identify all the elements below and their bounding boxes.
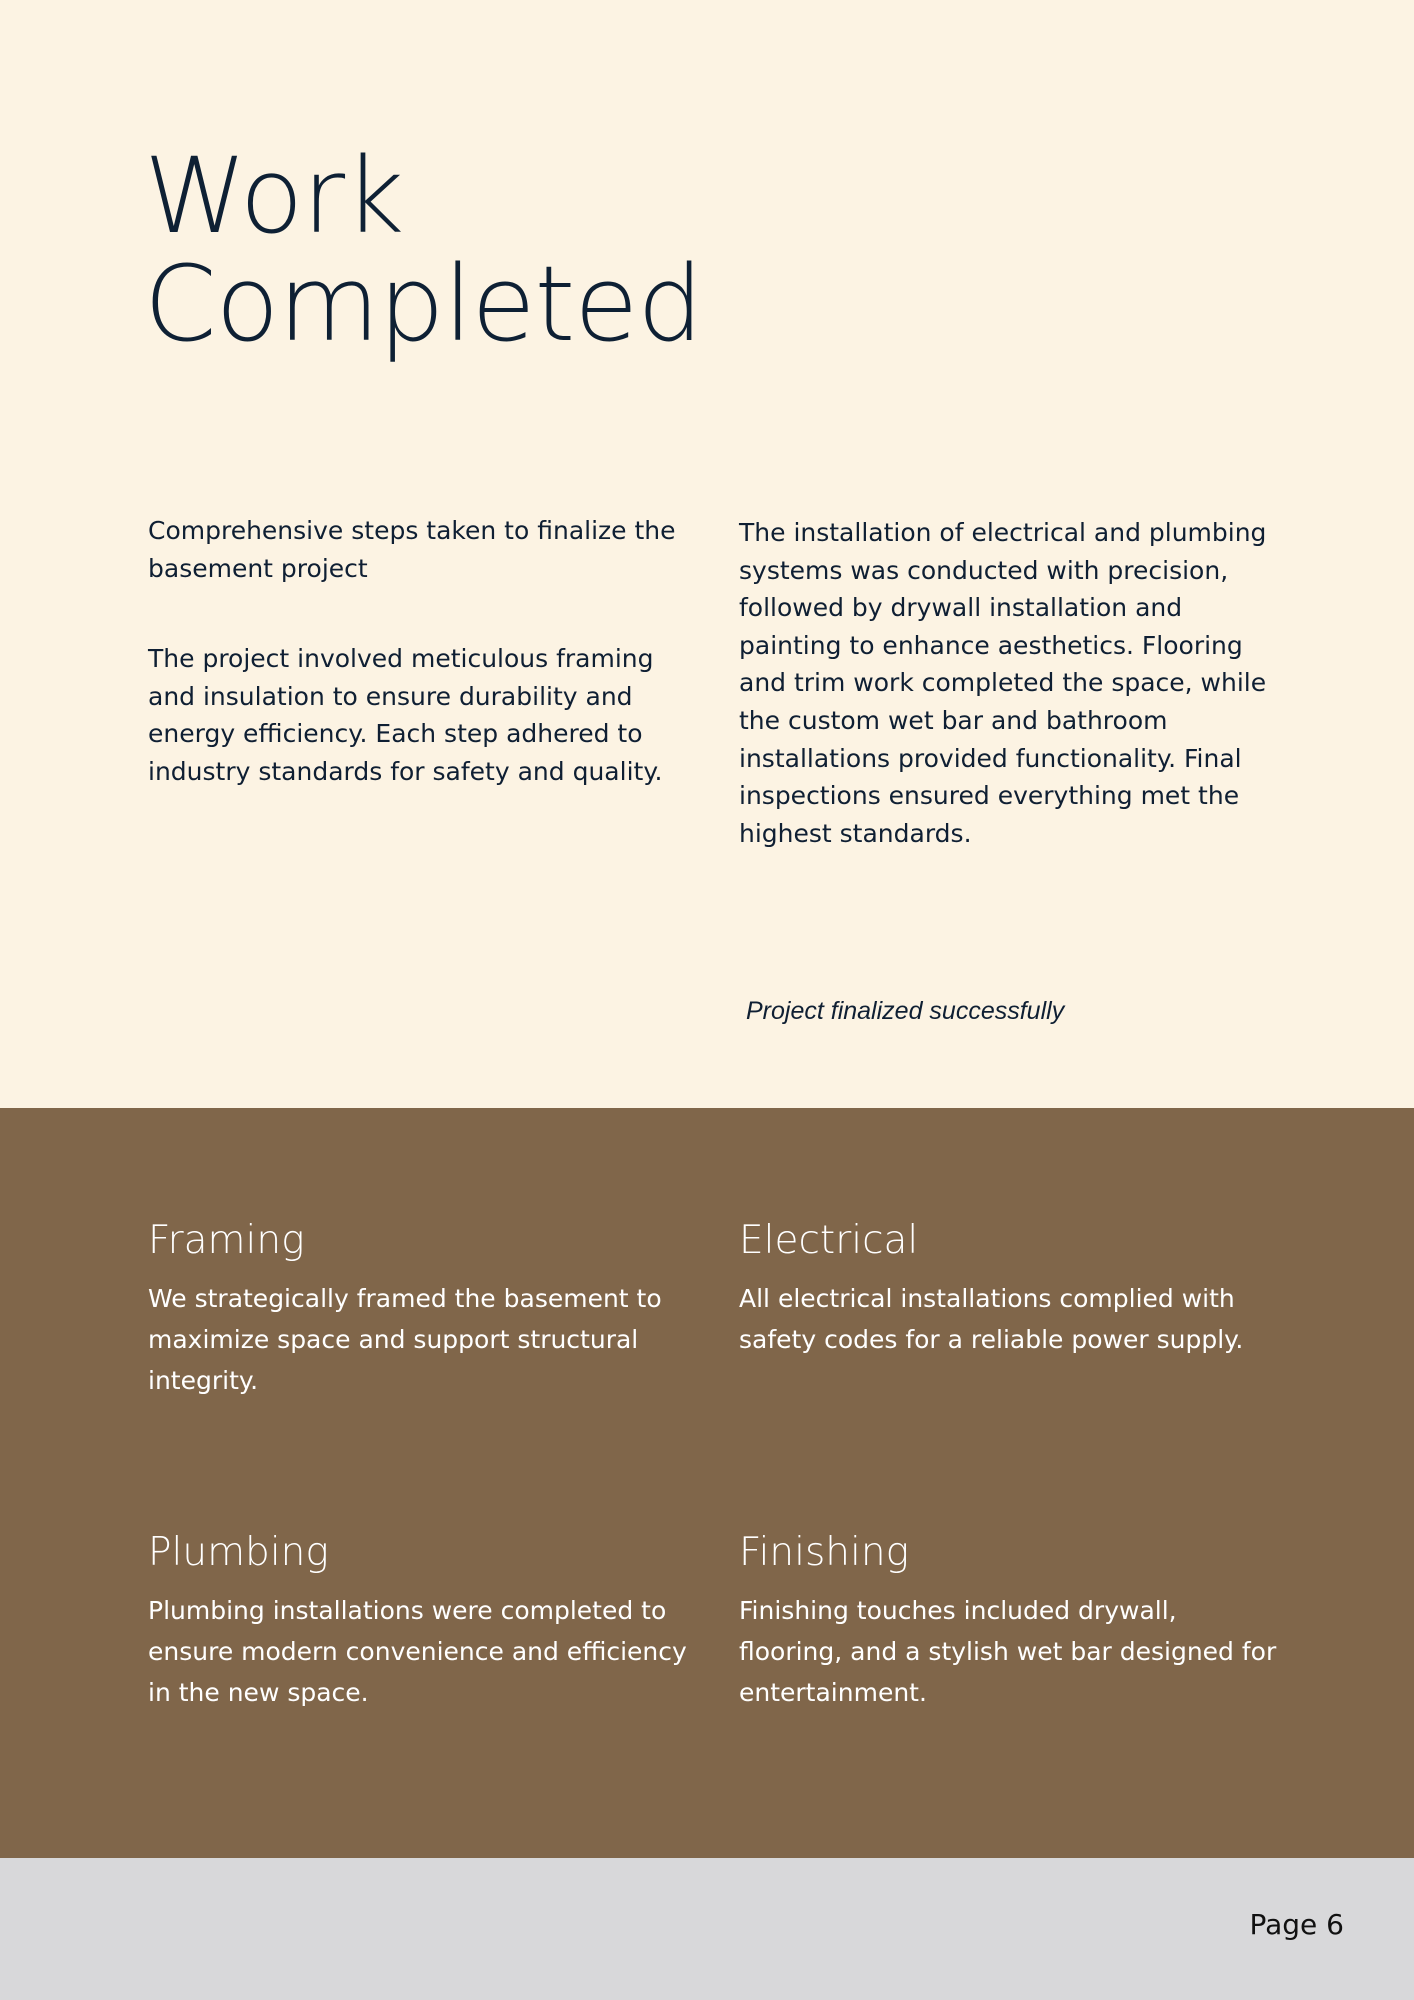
card-finishing — [739, 1528, 1279, 1713]
page-title — [144, 135, 703, 365]
card-heading: Finishing — [739, 1530, 909, 1575]
subtitle: Comprehensive steps taken to finalize the basement project — [148, 516, 676, 583]
title-line-1: Work — [144, 135, 404, 257]
card-heading: Framing — [148, 1218, 305, 1263]
footer — [0, 1858, 1414, 2000]
card-electrical — [739, 1216, 1279, 1360]
card-text: We strategically framed the basement to maximize space and support structural integrity. — [148, 1284, 662, 1395]
left-body-text: The project involved meticulous framing and insulation to ensure durability and energy efficiency. Each step adhered to industry standards for safety and quality. — [148, 644, 663, 786]
card-framing — [148, 1216, 688, 1401]
work-categories-section — [0, 1108, 1414, 1858]
card-plumbing — [148, 1528, 688, 1713]
card-text: Plumbing installations were completed to ensure modern convenience and efficiency in the new space. — [148, 1596, 687, 1707]
tagline: Project finalized successfully — [746, 997, 1065, 1025]
page-number: Page 6 — [1249, 1908, 1344, 1941]
card-text: All electrical installations complied with safety codes for a reliable power supply. — [739, 1284, 1244, 1354]
card-text: Finishing touches included drywall, flooring, and a stylish wet bar designed for entertainment. — [739, 1596, 1277, 1707]
title-line-2: Completed — [144, 243, 703, 365]
card-heading: Plumbing — [148, 1530, 329, 1575]
right-body-text: The installation of electrical and plumbing systems was conducted with precision, followed by drywall installation and painting to enhance aesthetics. Flooring and trim work completed the space, while the custom wet bar and bathroom installations provided functionality. Final inspections ensured everything met the highest standards. — [739, 518, 1267, 848]
card-heading: Electrical — [739, 1218, 919, 1263]
